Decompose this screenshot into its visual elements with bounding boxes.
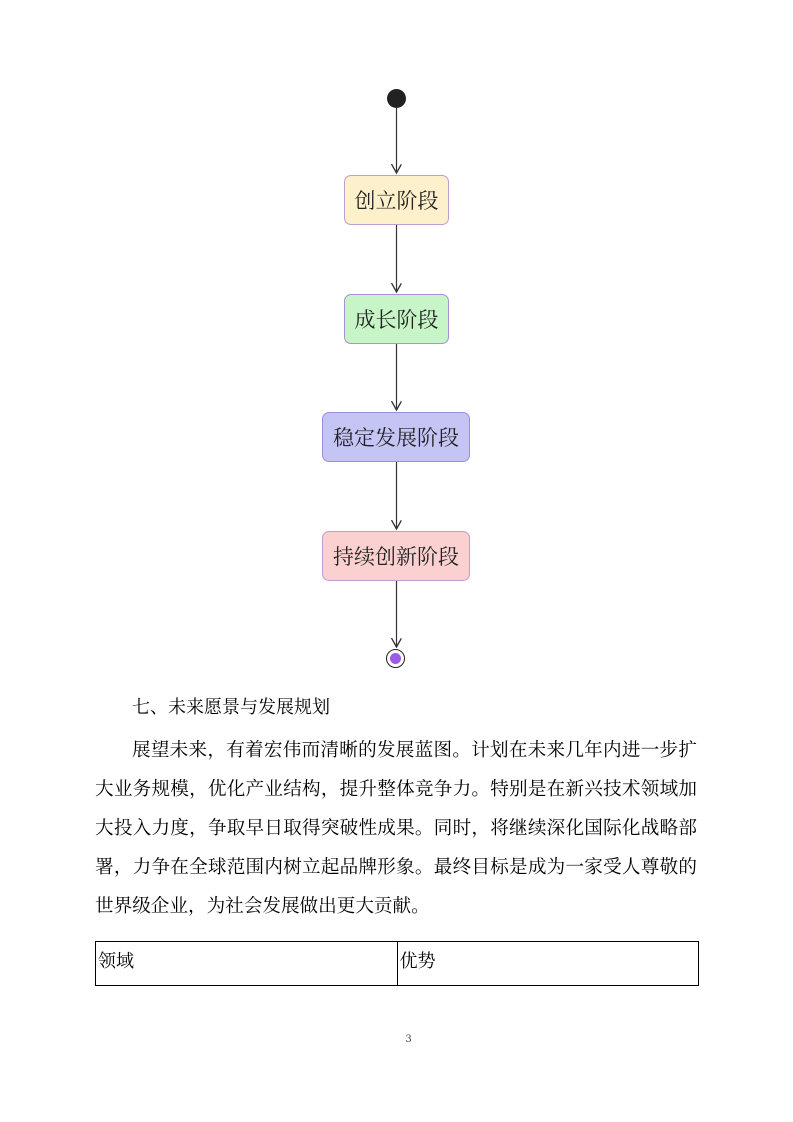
section-heading: 七、未来愿景与发展规划 [132, 697, 330, 718]
stage-stable-development [322, 412, 470, 462]
table-header-advantage: 优势 [397, 942, 699, 986]
page-number: 3 [405, 1034, 412, 1045]
end-node [386, 649, 405, 668]
domain-advantage-table [95, 941, 699, 986]
body-paragraph: 展望未来，有着宏伟而清晰的发展蓝图。计划在未来几年内进一步扩大业务规模，优化产业结构，提升整体竞争力。特别是在新兴技术领域加大投入力度，争取早日取得突破性成果。同时，将继续深化国际化战略部署，力争在全球范围内树立起品牌形象。最终目标是成为一家受人尊敬的世界级企业，为社会发展做出更大贡献。 [95, 740, 697, 917]
stage-continuous-innovation-label: 持续创新阶段 [333, 545, 459, 569]
start-node [387, 89, 406, 108]
stage-founding-label: 创立阶段 [354, 189, 439, 213]
stage-stable-development-label: 稳定发展阶段 [333, 426, 459, 450]
stage-growth [344, 294, 449, 344]
stage-continuous-innovation [322, 531, 470, 581]
stage-growth-label: 成长阶段 [354, 308, 439, 332]
end-node-core [390, 653, 401, 664]
table-header-row [96, 942, 699, 986]
table-header-domain: 领域 [96, 942, 398, 986]
stage-founding [344, 175, 449, 225]
